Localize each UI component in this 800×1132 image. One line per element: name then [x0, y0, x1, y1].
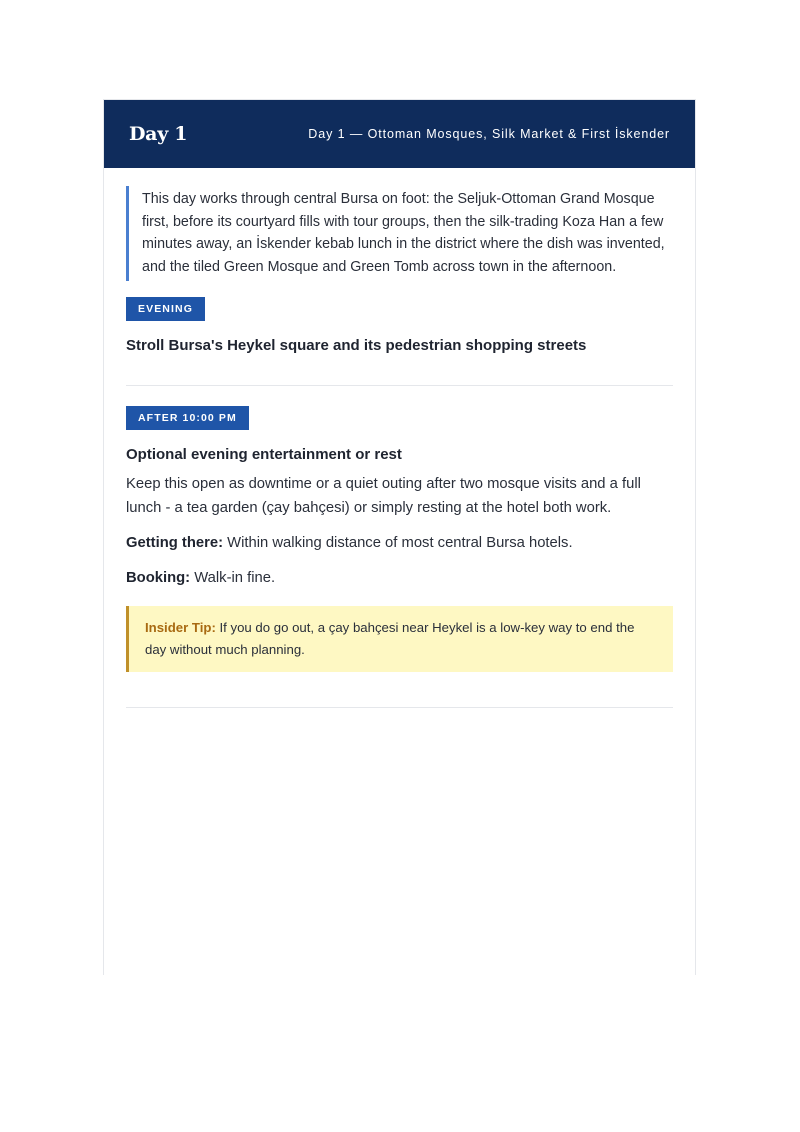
day-intro: This day works through central Bursa on foot: the Seljuk-Ottoman Grand Mosque first, before its courtyard fills with tour groups, then the silk-trading Koza Han a few minutes away, an İskender kebab lunch in the district where the dish was invented, and the tiled Green Mosque and Green Tomb across town in the afternoon.	[126, 186, 673, 281]
insider-tip	[126, 606, 673, 672]
activity-description: Keep this open as downtime or a quiet outing after two mosque visits and a full lunch - a tea garden (çay bahçesi) or simply resting at the hotel both work.	[126, 475, 641, 516]
getting-there-value: Within walking distance of most central Bursa hotels.	[227, 534, 573, 551]
time-badge: AFTER 10:00 PM	[126, 406, 249, 430]
getting-there	[126, 531, 673, 555]
activity-title: Stroll Bursa's Heykel square and its pedestrian shopping streets	[126, 336, 587, 354]
booking-value: Walk-in fine.	[194, 569, 276, 586]
getting-there-label: Getting there:	[126, 534, 224, 551]
day-title: Day 1	[129, 123, 188, 145]
card-fade	[104, 855, 695, 975]
booking-label: Booking:	[126, 569, 191, 586]
activity-evening	[126, 281, 673, 354]
insider-tip-text: If you do go out, a çay bahçesi near Heykel is a low-key way to end the day without much planning.	[145, 619, 635, 657]
booking	[126, 566, 673, 590]
insider-tip-label: Insider Tip:	[145, 619, 216, 635]
divider	[126, 707, 673, 708]
day-subtitle: Day 1 — Ottoman Mosques, Silk Market & First İskender	[308, 127, 670, 141]
activity-late	[126, 386, 673, 672]
day-header	[104, 100, 695, 168]
day-card	[103, 99, 696, 975]
time-badge: EVENING	[126, 297, 205, 321]
day-content	[104, 168, 695, 708]
activity-title: Optional evening entertainment or rest	[126, 445, 402, 463]
